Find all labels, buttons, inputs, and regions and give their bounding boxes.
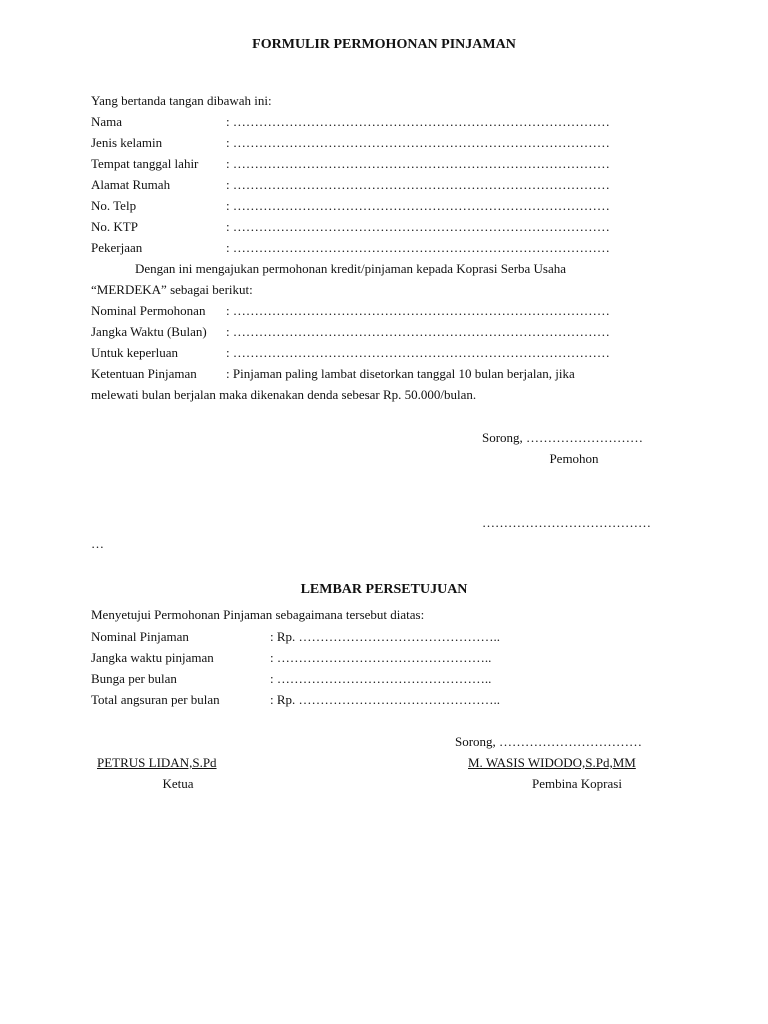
approval-value-bunga: : ………………………………………….. bbox=[270, 671, 492, 686]
applicant-signature-line: ………………………………… bbox=[482, 515, 651, 530]
request-text-line2: “MERDEKA” sebagai berikut: bbox=[91, 282, 253, 297]
approval-label-nominal-pinjaman: Nominal Pinjaman bbox=[91, 629, 189, 644]
approval-label-bunga: Bunga per bulan bbox=[91, 671, 177, 686]
applicant-signature-line-continued: … bbox=[91, 536, 104, 551]
approval-value-nominal-pinjaman: : Rp. ……………………………………….. bbox=[270, 629, 501, 644]
field-value-alamat-rumah: : …………………………………………………………………………… bbox=[226, 177, 610, 192]
field-value-nominal-permohonan: : …………………………………………………………………………… bbox=[226, 303, 610, 318]
request-text-line1: Dengan ini mengajukan permohonan kredit/pinjaman kepada Koprasi Serba Usaha bbox=[135, 261, 567, 276]
approval-value-total-angsuran: : Rp. ……………………………………….. bbox=[270, 692, 501, 707]
approval-place-date: Sorong, …………………………… bbox=[455, 734, 643, 749]
field-label-nama: Nama bbox=[91, 114, 123, 129]
approval-label-jangka-waktu: Jangka waktu pinjaman bbox=[91, 650, 214, 665]
field-label-untuk-keperluan: Untuk keperluan bbox=[91, 345, 179, 360]
field-value-nama: : …………………………………………………………………………… bbox=[226, 114, 610, 129]
field-value-untuk-keperluan: : …………………………………………………………………………… bbox=[226, 345, 610, 360]
approval-label-total-angsuran: Total angsuran per bulan bbox=[91, 692, 220, 707]
field-value-jenis-kelamin: : …………………………………………………………………………… bbox=[226, 135, 610, 150]
applicant-place-date: Sorong, ……………………… bbox=[482, 430, 644, 445]
field-value-jangka-waktu: : …………………………………………………………………………… bbox=[226, 324, 610, 339]
field-label-no-telp: No. Telp bbox=[91, 198, 137, 213]
field-label-alamat-rumah: Alamat Rumah bbox=[91, 177, 171, 192]
intro-text: Yang bertanda tangan dibawah ini: bbox=[91, 93, 272, 108]
signatory-right-name: M. WASIS WIDODO,S.Pd,MM bbox=[468, 755, 636, 770]
field-value-no-telp: : …………………………………………………………………………… bbox=[226, 198, 610, 213]
terms-text-line2: melewati bulan berjalan maka dikenakan denda sebesar Rp. 50.000/bulan. bbox=[91, 387, 477, 402]
approval-intro: Menyetujui Permohonan Pinjaman sebagaimana tersebut diatas: bbox=[91, 607, 425, 622]
field-value-pekerjaan: : …………………………………………………………………………… bbox=[226, 240, 610, 255]
field-label-jenis-kelamin: Jenis kelamin bbox=[91, 135, 163, 150]
field-value-tempat-tanggal-lahir: : …………………………………………………………………………… bbox=[226, 156, 610, 171]
field-label-jangka-waktu: Jangka Waktu (Bulan) bbox=[91, 324, 207, 339]
terms-text-line1: : Pinjaman paling lambat disetorkan tanggal 10 bulan berjalan, jika bbox=[226, 366, 575, 381]
signatory-left-role: Ketua bbox=[162, 776, 194, 791]
field-label-pekerjaan: Pekerjaan bbox=[91, 240, 143, 255]
approval-title: LEMBAR PERSETUJUAN bbox=[300, 582, 468, 597]
field-value-no-ktp: : …………………………………………………………………………… bbox=[226, 219, 610, 234]
field-label-no-ktp: No. KTP bbox=[91, 219, 138, 234]
approval-value-jangka-waktu: : ………………………………………….. bbox=[270, 650, 492, 665]
signatory-left-name: PETRUS LIDAN,S.Pd bbox=[97, 755, 217, 770]
form-title: FORMULIR PERMOHONAN PINJAMAN bbox=[252, 37, 516, 52]
field-label-nominal-permohonan: Nominal Permohonan bbox=[91, 303, 206, 318]
field-label-tempat-tanggal-lahir: Tempat tanggal lahir bbox=[91, 156, 199, 171]
terms-label: Ketentuan Pinjaman bbox=[91, 366, 197, 381]
applicant-role: Pemohon bbox=[549, 451, 599, 466]
signatory-right-role: Pembina Koprasi bbox=[532, 776, 622, 791]
